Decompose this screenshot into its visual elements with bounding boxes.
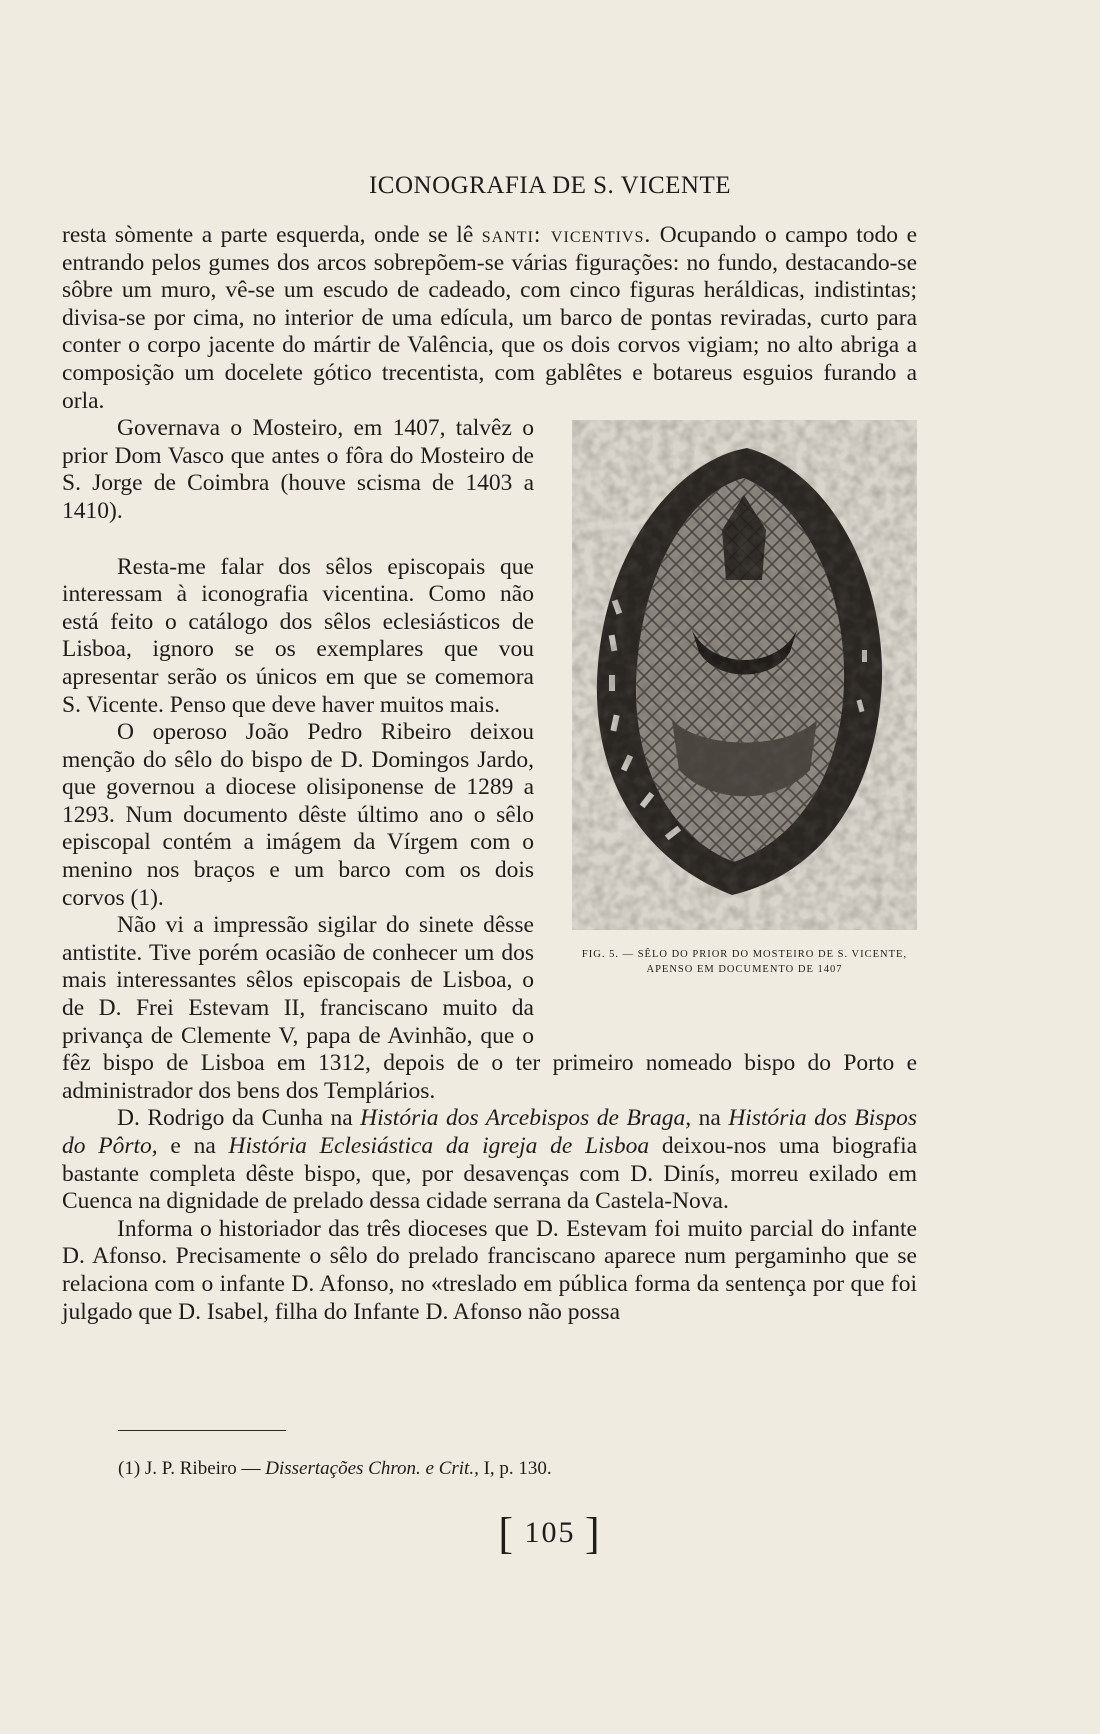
- seal-illustration: [572, 420, 917, 930]
- paragraph-3: Resta-me falar dos sêlos episcopais que interessam à iconografia vicentina. Como não está feito o catálogo dos sêlos eclesiásticos de Lisboa, ignoro se os exemplares que vou apresentar serão os únicos em que se comemora S. Vicente. Penso que deve haver muitos mais.: [62, 553, 534, 718]
- page-number: [ 105 ]: [498, 1509, 602, 1558]
- footnote-rule: [118, 1430, 286, 1431]
- footnote: (1) J. P. Ribeiro — Dissertações Chron. e Crit., I, p. 130.: [118, 1458, 552, 1479]
- paragraph-2: Governava o Mosteiro, em 1407, talvêz o prior Dom Vasco que antes o fôra do Mosteiro de S. Jorge de Coimbra (houve scisma de 1403 a 1410).: [62, 415, 534, 524]
- seal-inscription: santi: vicentivs.: [481, 222, 652, 248]
- book-title: História dos Arcebispos de Braga,: [360, 1105, 692, 1132]
- seal-image: [572, 420, 917, 930]
- paragraph-6: D. Rodrigo da Cunha na História dos Arcebispos de Braga, na História dos Bispos do Pôrto, e na História Eclesiástica da igreja de Lisboa deixou-nos uma biografia bastante completa dêste bispo, que, por desavenças com D. Dinís, morreu exilado em Cuenca na dignidade de prelado dessa cidade serrana da Castela-Nova.: [62, 1105, 918, 1215]
- book-title: História dos Bispos do Pôrto,: [62, 1105, 918, 1159]
- body-text: [62, 222, 917, 1326]
- figure-caption: FIG. 5. — SÊLO DO PRIOR DO MOSTEIRO DE S. VICENTE, APENSO EM DOCUMENTO DE 1407: [581, 949, 908, 976]
- paragraph-5: Não vi a impressão sigilar do sinete dêsse antistite. Tive porém ocasião de conhecer um dos mais interessantes sêlos episcopais de Lisboa, o de D. Frei Estevam II, franciscano muito da privança de Clemente V, papa de Avinhão, que o fêz bispo de Lisboa em 1312, depois de o ter primeiro nomeado bispo do Porto e administrador dos bens dos Templários.: [62, 912, 917, 1104]
- paragraph-4: O operoso João Pedro Ribeiro deixou menção do sêlo do bispo de D. Domingos Jardo, que governou a diocese olisiponense de 1289 a 1293. Num documento dêste último ano o sêlo episcopal contém a imágem da Vírgem com o menino nos braços e um barco com os dois corvos (1).: [62, 719, 534, 911]
- book-title: História Eclesiástica da igreja de Lisboa: [228, 1133, 650, 1159]
- paragraph-7: Informa o historiador das três dioceses que D. Estevam foi muito parcial do infante D. Afonso. Precisamente o sêlo do prelado franciscano aparece num pergaminho que se relaciona com o infante D. Afonso, no «treslado em pública forma da sentença por que foi julgado que D. Isabel, filha do Infante D. Afonso não possa: [62, 1215, 917, 1325]
- paragraph-1: resta sòmente a parte esquerda, onde se lê santi: vicentivs. Ocupando o campo todo e entrando pelos gumes dos arcos sobrepõem-se várias figurações: no fundo, destacando-se sôbre um muro, vê-se um escudo de cadeado, com cinco figuras heráldicas, indistintas; divisa-se por cima, no interior de uma edícula, um barco de pontas reviradas, curto para conter o corpo jacente do mártir de Valência, que os dois corvos vigiam; no alto abriga a composição um docelete gótico trecentista, com gablêtes e botareus esguios furando a orla.: [62, 222, 917, 414]
- figure-5: [562, 415, 917, 1025]
- running-header: ICONOGRAFIA DE S. VICENTE: [368, 172, 732, 199]
